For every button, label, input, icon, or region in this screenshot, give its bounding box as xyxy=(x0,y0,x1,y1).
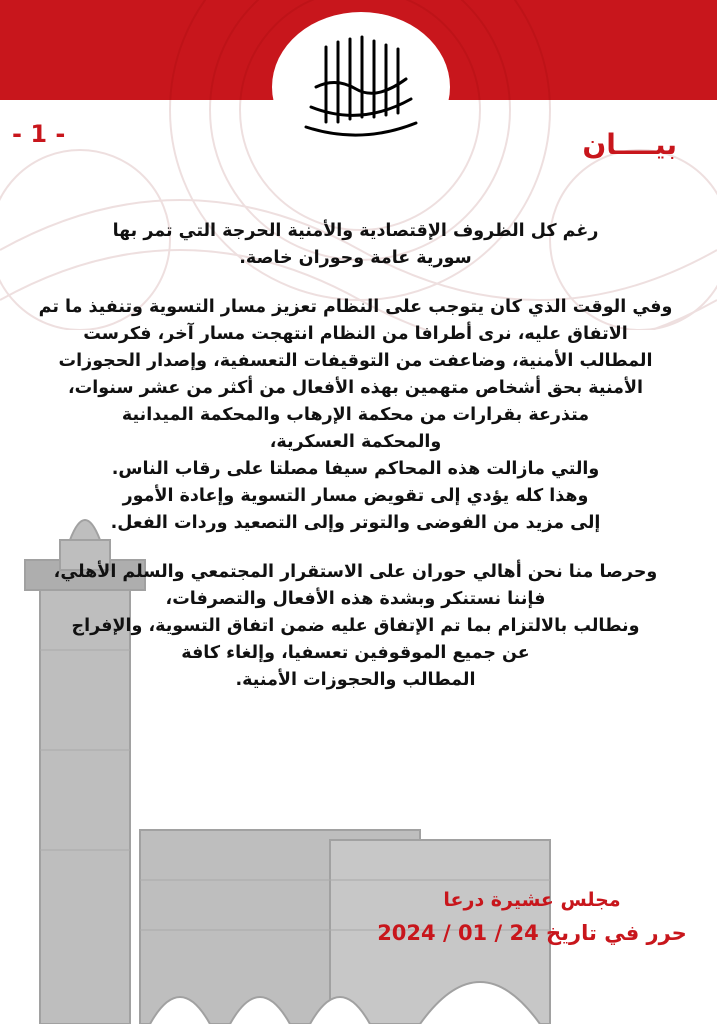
text-line: والتي مازالت هذه المحاكم سيفا مصلتا على رقاب الناس. xyxy=(111,459,600,479)
text-line: ونطالب بالالتزام بما تم الإتفاق عليه ضمن اتفاق التسوية، والإفراج xyxy=(71,616,640,636)
issue-date: حرر في تاريخ 24 / 01 / 2024 xyxy=(377,921,687,945)
basmala-emblem xyxy=(272,12,450,162)
page-number: - 1 - xyxy=(12,120,66,148)
text-line: فإننا نستنكر وبشدة هذه الأفعال والتصرفات، xyxy=(165,589,546,609)
signature-block xyxy=(367,884,697,950)
paragraph-main xyxy=(24,294,687,537)
text-line: سورية عامة وحوران خاصة. xyxy=(239,248,472,268)
text-line: وهذا كله يؤدي إلى تقويض مسار التسوية وإعادة الأمور xyxy=(122,486,589,506)
text-line: عن جميع الموقوفين تعسفيا، وإلغاء كافة xyxy=(181,643,530,663)
basmala-calligraphy-icon xyxy=(286,27,436,147)
text-line: رغم كل الظروف الإقتصادية والأمنية الحرجة التي تمر بها xyxy=(112,221,599,241)
text-line: وفي الوقت الذي كان يتوجب على النظام تعزيز مسار التسوية وتنفيذ ما تم xyxy=(38,297,673,317)
text-line: الاتفاق عليه، نرى أطرافا من النظام انتهجت مسار آخر، فكرست xyxy=(83,324,628,344)
text-line: والمحكمة العسكرية، xyxy=(269,432,442,452)
text-line: متذرعة بقرارات من محكمة الإرهاب والمحكمة الميدانية xyxy=(121,405,590,425)
statement-body xyxy=(24,218,687,716)
text-line: المطالب والحجوزات الأمنية. xyxy=(235,670,476,690)
text-line: وحرصا منا نحن أهالي حوران على الاستقرار المجتمعي والسلم الأهلي، xyxy=(53,562,658,582)
issuer-name: مجلس عشيرة درعا xyxy=(443,889,621,911)
statement-title: بيــــان xyxy=(582,128,677,161)
paragraph-intro xyxy=(24,218,687,272)
text-line: إلى مزيد من الفوضى والتوتر وإلى التصعيد وردات الفعل. xyxy=(110,513,601,533)
paragraph-demands xyxy=(24,559,687,694)
text-line: الأمنية بحق أشخاص متهمين بهذه الأفعال من أكثر من عشر سنوات، xyxy=(68,378,643,398)
text-line: المطالب الأمنية، وضاعفت من التوقيفات التعسفية، وإصدار الحجوزات xyxy=(58,351,653,371)
